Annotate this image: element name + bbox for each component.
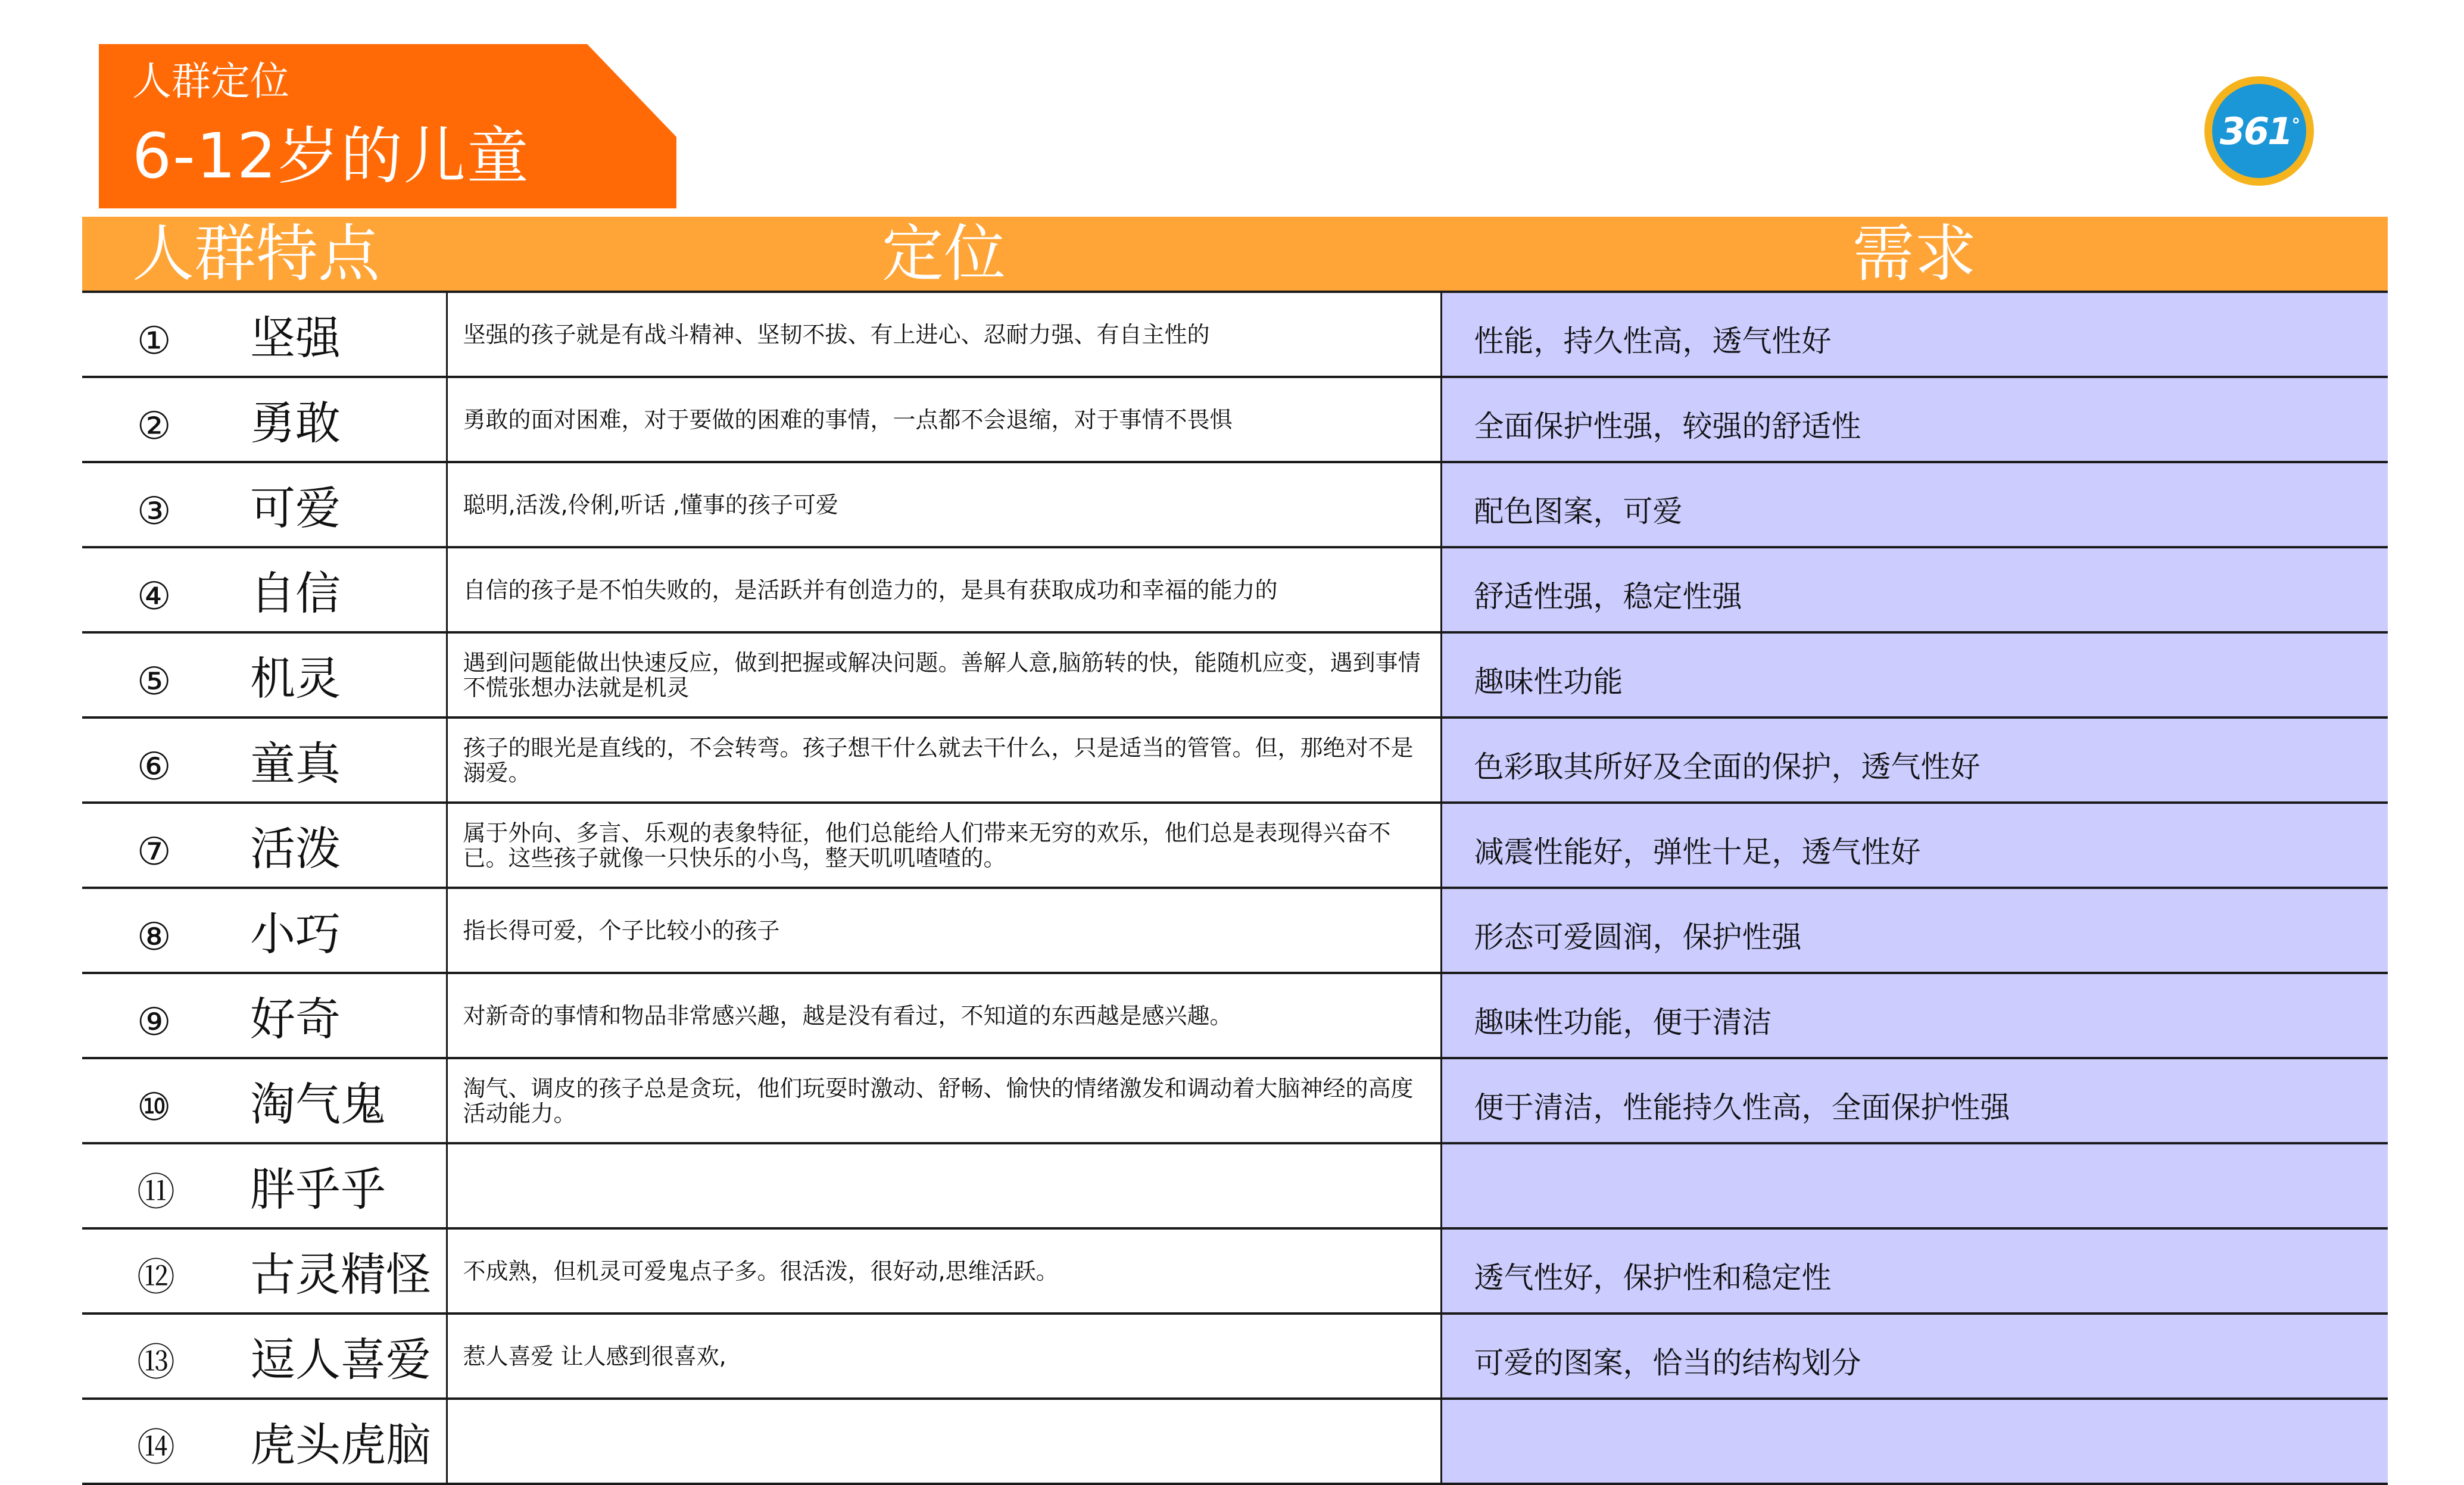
trait-number: ⑥ [137,745,171,789]
need-cell: 形态可爱圆润，保护性强 [1441,888,2388,973]
position-cell: 坚强的孩子就是有战斗精神、坚韧不拔、有上进心、忍耐力强、有自主性的 [447,292,1441,377]
position-cell: 对新奇的事情和物品非常感兴趣，越是没有看过，不知道的东西越是感兴趣。 [447,973,1441,1058]
need-cell: 便于清洁，性能持久性高，全面保护性强 [1441,1058,2388,1143]
position-cell [447,1143,1441,1228]
position-cell: 惹人喜爱 让人感到很喜欢, [447,1314,1441,1399]
trait-cell [82,973,447,1058]
need-cell [1441,1399,2388,1484]
trait-label: 活泼 [250,822,341,875]
trait-label: 逗人喜爱 [250,1333,431,1386]
trait-number: ② [137,404,171,448]
table-row [82,632,2388,717]
trait-number: ⑧ [137,915,171,959]
trait-label: 虎头虎脑 [250,1418,431,1471]
table-body [82,292,2388,1484]
position-cell: 不成熟，但机灵可爱鬼点子多。很活泼，很好动,思维活跃。 [447,1228,1441,1314]
table-row [82,1228,2388,1314]
trait-number: ⑦ [137,830,171,874]
brand-logo-text: 361° [2219,109,2299,153]
position-cell: 聪明,活泼,伶俐,听话 ,懂事的孩子可爱 [447,462,1441,547]
need-cell: 性能，持久性高，透气性好 [1441,292,2388,377]
header-traits: 人群特点 [82,217,447,292]
trait-number: ⑬ [137,1341,175,1385]
trait-cell [82,1314,447,1399]
table-row [82,888,2388,973]
page-title: 6-12岁的儿童 [132,120,531,192]
trait-label: 淘气鬼 [250,1078,386,1131]
need-cell: 减震性能好，弹性十足，透气性好 [1441,803,2388,888]
table-row [82,1058,2388,1143]
table-header-row [82,217,2388,292]
trait-cell [82,1058,447,1143]
trait-cell [82,632,447,717]
trait-label: 古灵精怪 [250,1248,431,1301]
trait-number: ④ [137,575,171,619]
position-cell [447,1399,1441,1484]
trait-number: ⑩ [137,1085,171,1130]
trait-cell [82,1228,447,1314]
trait-cell [82,292,447,377]
need-cell: 色彩取其所好及全面的保护，透气性好 [1441,717,2388,803]
need-cell: 可爱的图案，恰当的结构划分 [1441,1314,2388,1399]
table-row [82,1143,2388,1228]
position-cell: 淘气、调皮的孩子总是贪玩，他们玩耍时激动、舒畅、愉快的情绪激发和调动着大脑神经的高度活动能力。 [447,1058,1441,1143]
trait-number: ⑭ [137,1426,175,1470]
trait-number: ⑨ [137,1000,171,1044]
trait-cell [82,377,447,462]
position-cell: 孩子的眼光是直线的，不会转弯。孩子想干什么就去干什么，只是适当的管管。但，那绝对不是溺爱。 [447,717,1441,803]
trait-number: ⑪ [137,1171,175,1215]
table-row [82,973,2388,1058]
position-cell: 自信的孩子是不怕失败的，是活跃并有创造力的，是具有获取成功和幸福的能力的 [447,547,1441,632]
trait-cell [82,1143,447,1228]
trait-label: 机灵 [250,652,341,705]
brand-logo [2204,76,2314,186]
trait-number: ⑤ [137,660,171,704]
position-cell: 勇敢的面对困难，对于要做的困难的事情，一点都不会退缩，对于事情不畏惧 [447,377,1441,462]
need-cell [1441,1143,2388,1228]
position-cell: 属于外向、多言、乐观的表象特征，他们总能给人们带来无穷的欢乐，他们总是表现得兴奋不已。这些孩子就像一只快乐的小鸟，整天叽叽喳喳的。 [447,803,1441,888]
header-position: 定位 [447,217,1441,292]
trait-label: 小巧 [250,907,341,960]
table-row [82,377,2388,462]
need-cell: 透气性好，保护性和稳定性 [1441,1228,2388,1314]
trait-cell [82,1399,447,1484]
need-cell: 趣味性功能 [1441,632,2388,717]
trait-label: 坚强 [250,311,341,364]
trait-label: 胖乎乎 [250,1163,386,1216]
trait-number: ③ [137,489,171,534]
position-cell: 遇到问题能做出快速反应，做到把握或解决问题。善解人意,脑筋转的快，能随机应变，遇到事情不慌张想办法就是机灵 [447,632,1441,717]
persona-table [82,217,2388,1485]
need-cell: 趣味性功能，便于清洁 [1441,973,2388,1058]
need-cell: 配色图案，可爱 [1441,462,2388,547]
table-row [82,803,2388,888]
trait-label: 自信 [250,567,341,620]
need-cell: 全面保护性强，较强的舒适性 [1441,377,2388,462]
table-row [82,292,2388,377]
table-row [82,547,2388,632]
trait-label: 童真 [250,737,341,790]
table-row [82,1314,2388,1399]
trait-label: 勇敢 [250,397,341,450]
trait-label: 可爱 [250,482,341,535]
section-kicker: 人群定位 [132,58,289,104]
brand-logo-inner [2212,84,2306,178]
header-needs: 需求 [1441,217,2388,292]
trait-cell [82,803,447,888]
position-cell: 指长得可爱，个子比较小的孩子 [447,888,1441,973]
table-row [82,1399,2388,1484]
table-row [82,462,2388,547]
table-row [82,717,2388,803]
trait-number: ① [137,319,171,363]
trait-cell [82,888,447,973]
trait-cell [82,717,447,803]
trait-number: ⑫ [137,1256,175,1300]
need-cell: 舒适性强，稳定性强 [1441,547,2388,632]
trait-label: 好奇 [250,993,341,1046]
trait-cell [82,462,447,547]
trait-cell [82,547,447,632]
